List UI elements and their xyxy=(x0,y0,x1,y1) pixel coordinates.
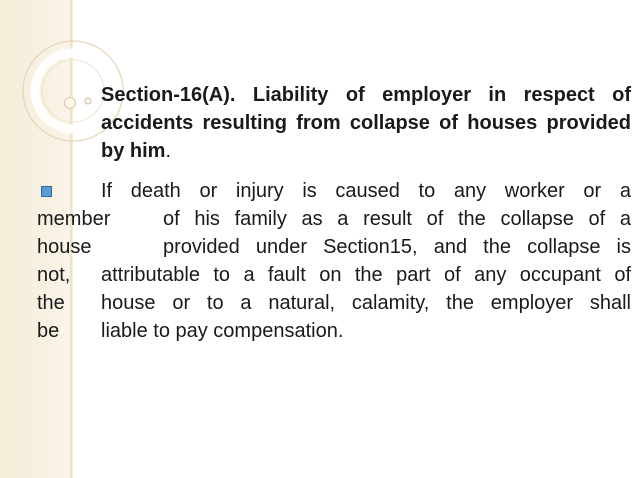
decorative-ring-inner xyxy=(35,53,111,129)
decorative-dot-small xyxy=(85,98,91,104)
paragraph-line-6: liable to pay compensation. xyxy=(101,320,344,342)
paragraph-lead-3: house xyxy=(37,236,92,258)
section-title xyxy=(101,81,631,165)
paragraph-lead-4: not, xyxy=(37,264,71,286)
paragraph-lead-2: member xyxy=(37,208,111,230)
paragraph-line-5: house or to a natural, calamity, the employer shall xyxy=(101,292,631,314)
section-title-bold: Section-16(A). Liability of employer in respect of accidents resulting from collapse of houses provided by him xyxy=(101,84,631,162)
paragraph-line-2: of his family as a result of the collapse of a xyxy=(163,208,631,230)
paragraph-lead-5: the xyxy=(37,292,65,314)
paragraph-lead-6: be xyxy=(37,320,60,342)
decorative-ring-thin xyxy=(42,60,104,122)
section-title-period: . xyxy=(165,140,172,162)
paragraph-line-1: If death or injury is caused to any worker or a xyxy=(101,180,631,202)
paragraph-line-3: provided under Section15, and the collapse is xyxy=(163,236,631,258)
decorative-dot-large xyxy=(65,98,76,109)
paragraph-line-4: attributable to a fault on the part of any occupant of xyxy=(101,264,631,286)
checkbox-square-icon xyxy=(41,186,52,197)
